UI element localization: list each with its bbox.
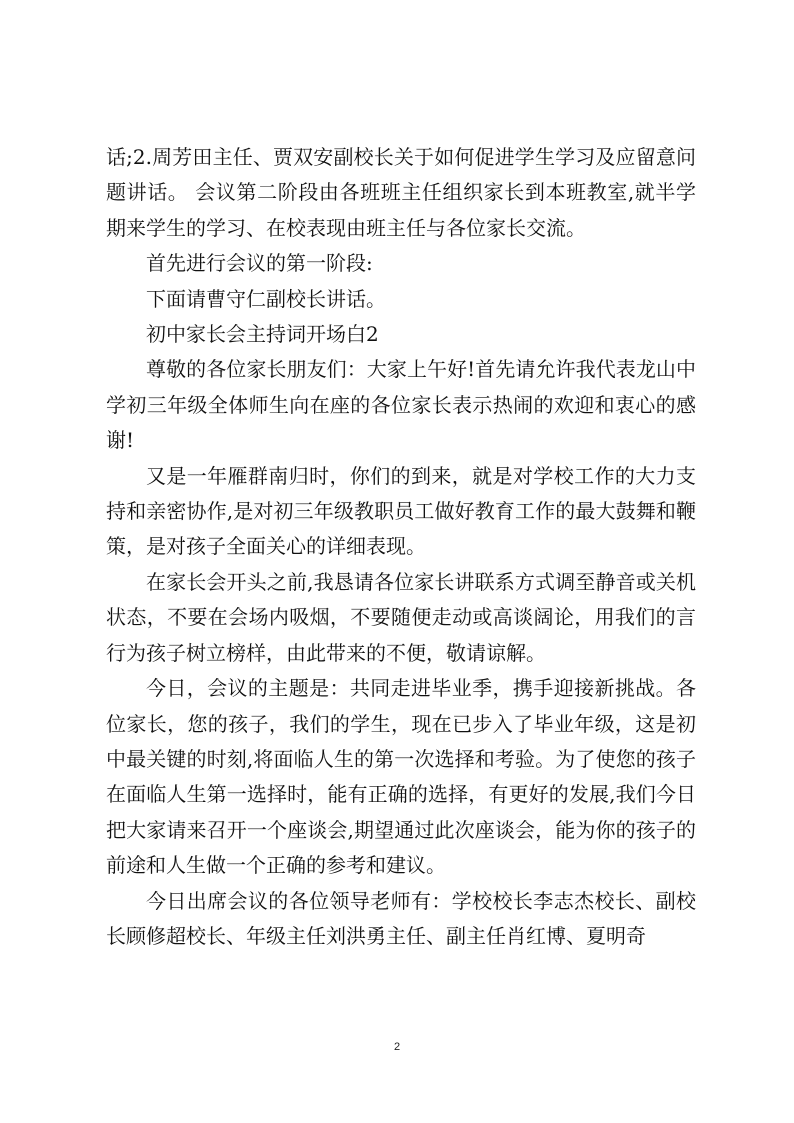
paragraph: 今日，会议的主题是：共同走进毕业季，携手迎接新挑战。各位家长，您的孩子，我们的学生，现在已步入了毕业年级，这是初中最关键的时刻,将面临人生的第一次选择和考验。为了使您的孩子在面临人生第一选择时，能有正确的选择，有更好的发展,我们今日把大家请来召开一个座谈会,期望通过此次座谈会，能为你的孩子的前途和人生做一个正确的参考和建议。: [106, 676, 696, 878]
page-number: 2: [393, 1041, 401, 1053]
paragraph: 今日出席会议的各位领导老师有：学校校长李志杰校长、副校长顾修超校长、年级主任刘洪勇主任、副主任肖红博、夏明奇: [106, 888, 696, 948]
paragraph: 在家长会开头之前,我恳请各位家长讲联系方式调至静音或关机状态，不要在会场内吸烟，不要随便走动或高谈阔论，用我们的言行为孩子树立榜样，由此带来的不便，敬请谅解。: [106, 569, 696, 665]
paragraph: 首先进行会议的第一阶段:: [146, 251, 373, 276]
paragraph: 又是一年雁群南归时，你们的到来，就是对学校工作的大力支持和亲密协作,是对初三年级教职员工做好教育工作的最大鼓舞和鞭策，是对孩子全面关心的详细表现。: [106, 463, 696, 559]
paragraph-continuation: 话;2.周芳田主任、贾双安副校长关于如何促进学生学习及应留意问题讲话。 会议第二阶段由各班班主任组织家长到本班教室,就半学期来学生的学习、在校表现由班主任与各位家长交流。: [106, 145, 696, 240]
paragraph: 尊敬的各位家长朋友们：大家上午好!首先请允许我代表龙山中学初三年级全体师生向在座的各位家长表示热闹的欢迎和衷心的感谢!: [106, 357, 696, 453]
paragraph: 下面请曹守仁副校长讲话。: [146, 286, 386, 311]
section-heading: 初中家长会主持词开场白2: [146, 322, 379, 347]
document-body: [106, 140, 696, 954]
